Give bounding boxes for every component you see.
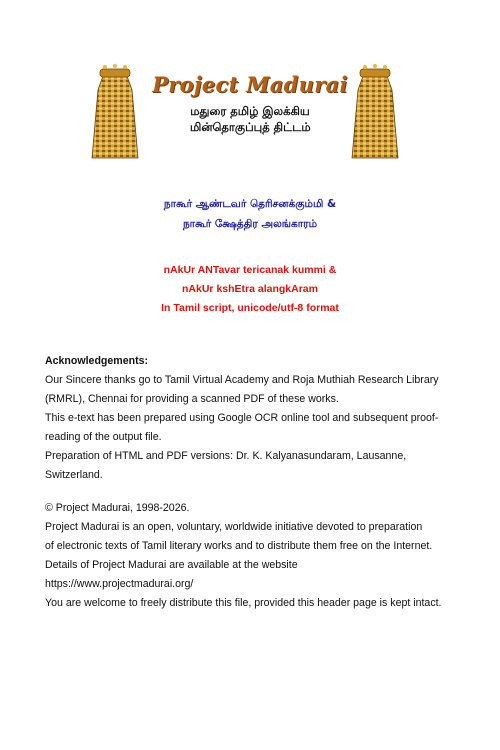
transliterated-title-line-2: nAkUr kshEtra alangkAram [182,283,318,295]
website-link[interactable]: https://www.projectmadurai.org/ [45,578,194,590]
copyright-line: © Project Madurai, 1998-2026. [45,502,190,514]
ack-line: Our Sincere thanks go to Tamil Virtual Academy and Roja Muthiah Research Library [45,374,439,386]
copyright-line: Project Madurai is an open, voluntary, worldwide initiative devoted to preparation [45,521,423,533]
format-note: In Tamil script, unicode/utf-8 format [161,302,339,314]
copyright-line: of electronic texts of Tamil literary works and to distribute them free on the Internet. [45,540,433,552]
ack-line: Switzerland. [45,469,103,481]
copyright-section [45,499,442,613]
acknowledgements-section [45,352,439,485]
logo-tamil-line-1: மதுரை தமிழ் இலக்கிய [190,104,310,118]
transliterated-title-line-1: nAkUr ANTavar tericanak kummi & [163,264,337,276]
copyright-line: You are welcome to freely distribute this file, provided this header page is kept intact. [45,597,442,609]
project-madurai-banner [0,0,500,160]
tamil-title-line-1: நாகூர் ஆண்டவர் தெரிசனக்கும்மி & [163,198,337,210]
ack-line: Preparation of HTML and PDF versions: Dr. K. Kalyanasundaram, Lausanne, [45,450,407,462]
project-madurai-logo-text: Project Madurai [152,72,348,97]
tamil-title-line-2: நாகூர் க்ஷேத்திர அலங்காரம் [182,218,318,230]
ack-line: reading of the output file. [45,431,162,443]
logo-tamil-line-2: மின்தொகுப்புத் திட்டம் [190,120,311,134]
ack-line: (RMRL), Chennai for providing a scanned PDF of these works. [45,393,339,405]
ack-line: This e-text has been prepared using Google OCR online tool and subsequent proof- [45,412,439,424]
copyright-line: Details of Project Madurai are available at the website [45,559,298,571]
acknowledgements-heading: Acknowledgements: [45,355,149,367]
